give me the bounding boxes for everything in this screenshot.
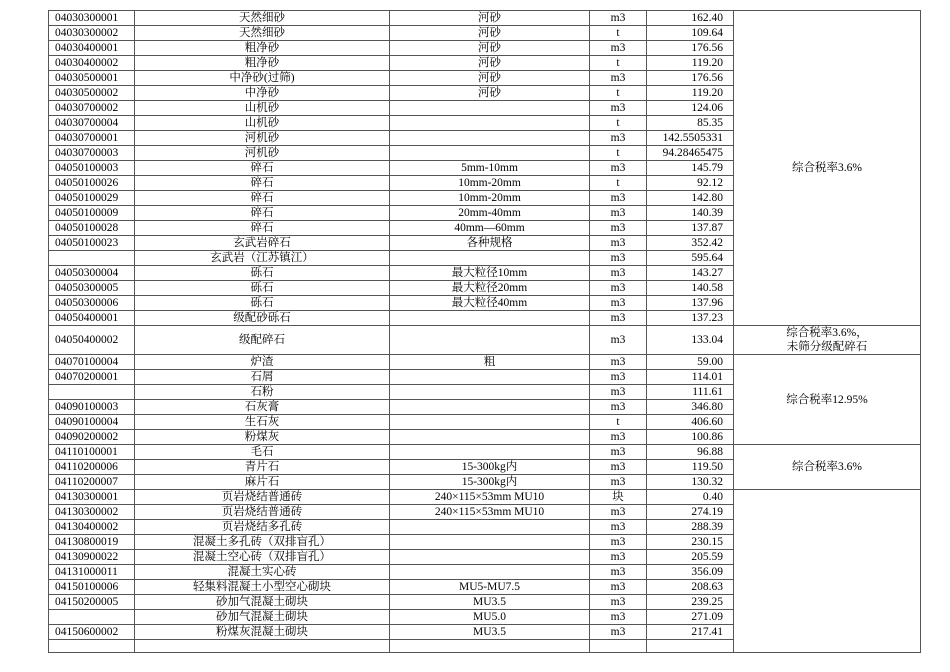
- table-body: [49, 11, 921, 653]
- cell-price: 239.25: [647, 595, 734, 610]
- cell-name: 级配碎石: [135, 326, 390, 355]
- cell-price: 137.23: [647, 311, 734, 326]
- cell-spec: 各种规格: [390, 236, 590, 251]
- cell-spec: MU3.5: [390, 625, 590, 640]
- cell-unit: m3: [590, 326, 647, 355]
- cell-name: 河机砂: [135, 131, 390, 146]
- cell-name: 碎石: [135, 221, 390, 236]
- cell-name: 砂加气混凝土砌块: [135, 595, 390, 610]
- cell-unit: m3: [590, 161, 647, 176]
- cell-price: 142.80: [647, 191, 734, 206]
- cell-code: 04110200006: [49, 460, 135, 475]
- cell-name: 麻片石: [135, 475, 390, 490]
- cell-spec: [390, 251, 590, 266]
- cell-name: 页岩烧结普通砖: [135, 505, 390, 520]
- cell-unit: m3: [590, 535, 647, 550]
- cell-unit: m3: [590, 236, 647, 251]
- cell-spec: 240×115×53mm MU10: [390, 505, 590, 520]
- cell-name: 砾石: [135, 281, 390, 296]
- cell-spec: 最大粒径20mm: [390, 281, 590, 296]
- cell-name: 天然细砂: [135, 11, 390, 26]
- table-row: [49, 11, 921, 26]
- cell-spec: [390, 565, 590, 580]
- cell-spec: [390, 146, 590, 161]
- cell-name: 河机砂: [135, 146, 390, 161]
- cell-code: 04050100026: [49, 176, 135, 191]
- cell-unit: m3: [590, 311, 647, 326]
- cell-name: 玄武岩（江苏镇江）: [135, 251, 390, 266]
- cell-unit: m3: [590, 71, 647, 86]
- cell-price: 346.80: [647, 400, 734, 415]
- cell-code: 04130400002: [49, 520, 135, 535]
- cell-price: 100.86: [647, 430, 734, 445]
- cell-price: 208.63: [647, 580, 734, 595]
- cell-name: 粗净砂: [135, 56, 390, 71]
- cell-code: 04050300006: [49, 296, 135, 311]
- cell-spec: [390, 520, 590, 535]
- cell-price: 271.09: [647, 610, 734, 625]
- cell-price: 145.79: [647, 161, 734, 176]
- cell-name: 粉煤灰混凝土砌块: [135, 625, 390, 640]
- cell-code: [49, 385, 135, 400]
- cell-code: 04050100009: [49, 206, 135, 221]
- cell-price: 111.61: [647, 385, 734, 400]
- cell-spec: MU5-MU7.5: [390, 580, 590, 595]
- cell-name: 碎石: [135, 161, 390, 176]
- cell-code: 04030700003: [49, 146, 135, 161]
- cell-name: 中净砂(过筛): [135, 71, 390, 86]
- tax-note: [734, 326, 921, 355]
- table-row: [49, 490, 921, 505]
- cell-name: 页岩烧结普通砖: [135, 490, 390, 505]
- cell-name: 混凝土多孔砖（双排盲孔）: [135, 535, 390, 550]
- cell-spec: [390, 311, 590, 326]
- cell-code: 04070200001: [49, 370, 135, 385]
- cell-price: 288.39: [647, 520, 734, 535]
- table-row: [49, 355, 921, 370]
- cell-unit: m3: [590, 131, 647, 146]
- cell-spec: 20mm-40mm: [390, 206, 590, 221]
- cell-name: 轻集料混凝土小型空心砌块: [135, 580, 390, 595]
- cell-name: 砾石: [135, 266, 390, 281]
- cell-unit: m3: [590, 11, 647, 26]
- cell-spec: [390, 101, 590, 116]
- cell-name: 炉渣: [135, 355, 390, 370]
- cell-spec: 15-300kg内: [390, 475, 590, 490]
- cell-spec: 10mm-20mm: [390, 191, 590, 206]
- cell-spec: 河砂: [390, 56, 590, 71]
- cell-code: [49, 610, 135, 625]
- cell-name: 山机砂: [135, 116, 390, 131]
- cell-unit: t: [590, 176, 647, 191]
- cell-name: 石粉: [135, 385, 390, 400]
- cell-price: 85.35: [647, 116, 734, 131]
- cell-code: 04150200005: [49, 595, 135, 610]
- cell-unit: m3: [590, 625, 647, 640]
- cell-name: 碎石: [135, 191, 390, 206]
- cell-price: [647, 640, 734, 653]
- cell-name: 级配砂砾石: [135, 311, 390, 326]
- cell-unit: m3: [590, 266, 647, 281]
- cell-spec: 最大粒径40mm: [390, 296, 590, 311]
- cell-price: 162.40: [647, 11, 734, 26]
- cell-unit: m3: [590, 475, 647, 490]
- cell-price: 176.56: [647, 71, 734, 86]
- cell-code: 04030300002: [49, 26, 135, 41]
- cell-price: 230.15: [647, 535, 734, 550]
- cell-code: 04050300005: [49, 281, 135, 296]
- cell-spec: 5mm-10mm: [390, 161, 590, 176]
- cell-spec: [390, 400, 590, 415]
- cell-spec: [390, 550, 590, 565]
- price-table-sheet: [48, 10, 920, 653]
- cell-price: 96.88: [647, 445, 734, 460]
- cell-name: 中净砂: [135, 86, 390, 101]
- cell-spec: [390, 445, 590, 460]
- cell-code: 04070100004: [49, 355, 135, 370]
- cell-name: 石屑: [135, 370, 390, 385]
- cell-unit: m3: [590, 41, 647, 56]
- table-row: [49, 326, 921, 355]
- tax-note-line: 综合税率3.6%: [792, 162, 862, 174]
- cell-price: 406.60: [647, 415, 734, 430]
- cell-code: 04131000011: [49, 565, 135, 580]
- cell-unit: 块: [590, 490, 647, 505]
- cell-price: 595.64: [647, 251, 734, 266]
- cell-spec: 河砂: [390, 86, 590, 101]
- cell-name: 玄武岩碎石: [135, 236, 390, 251]
- cell-price: 130.32: [647, 475, 734, 490]
- cell-unit: m3: [590, 191, 647, 206]
- cell-unit: t: [590, 116, 647, 131]
- cell-unit: m3: [590, 445, 647, 460]
- cell-price: 124.06: [647, 101, 734, 116]
- cell-code: 04090200002: [49, 430, 135, 445]
- tax-note-line: 综合税率3.6%，: [786, 327, 868, 339]
- cell-code: 04030400002: [49, 56, 135, 71]
- cell-unit: m3: [590, 580, 647, 595]
- cell-unit: [590, 640, 647, 653]
- tax-note-line: 综合税率3.6%: [792, 461, 862, 473]
- cell-name: 山机砂: [135, 101, 390, 116]
- cell-price: 140.39: [647, 206, 734, 221]
- cell-name: [135, 640, 390, 653]
- cell-price: 137.96: [647, 296, 734, 311]
- cell-name: 混凝土实心砖: [135, 565, 390, 580]
- cell-spec: 40mm—60mm: [390, 221, 590, 236]
- cell-name: 毛石: [135, 445, 390, 460]
- cell-code: 04050400001: [49, 311, 135, 326]
- cell-price: 143.27: [647, 266, 734, 281]
- cell-spec: 河砂: [390, 41, 590, 56]
- cell-price: 176.56: [647, 41, 734, 56]
- cell-unit: m3: [590, 355, 647, 370]
- cell-code: 04030400001: [49, 41, 135, 56]
- tax-note-line: 未筛分级配碎石: [786, 341, 868, 353]
- cell-code: 04110200007: [49, 475, 135, 490]
- cell-unit: m3: [590, 610, 647, 625]
- cell-spec: [390, 385, 590, 400]
- cell-spec: [390, 640, 590, 653]
- cell-code: 04030500002: [49, 86, 135, 101]
- cell-unit: m3: [590, 565, 647, 580]
- cell-name: 石灰膏: [135, 400, 390, 415]
- cell-name: 青片石: [135, 460, 390, 475]
- cell-code: 04130900022: [49, 550, 135, 565]
- cell-price: 142.5505331: [647, 131, 734, 146]
- cell-name: 碎石: [135, 176, 390, 191]
- cell-code: 04150100006: [49, 580, 135, 595]
- cell-unit: m3: [590, 385, 647, 400]
- cell-spec: [390, 415, 590, 430]
- cell-spec: 河砂: [390, 71, 590, 86]
- cell-code: 04030500001: [49, 71, 135, 86]
- cell-unit: m3: [590, 251, 647, 266]
- cell-price: 119.20: [647, 56, 734, 71]
- cell-price: 352.42: [647, 236, 734, 251]
- cell-code: 04090100003: [49, 400, 135, 415]
- cell-spec: 河砂: [390, 26, 590, 41]
- cell-code: 04110100001: [49, 445, 135, 460]
- tax-note-line: 综合税率12.95%: [786, 393, 868, 406]
- cell-code: 04130800019: [49, 535, 135, 550]
- cell-code: 04050100028: [49, 221, 135, 236]
- cell-spec: [390, 430, 590, 445]
- cell-unit: m3: [590, 430, 647, 445]
- cell-code: 04050300004: [49, 266, 135, 281]
- cell-name: 砾石: [135, 296, 390, 311]
- cell-spec: [390, 131, 590, 146]
- cell-name: 生石灰: [135, 415, 390, 430]
- cell-unit: m3: [590, 550, 647, 565]
- tax-note: [734, 490, 921, 653]
- cell-code: 04030300001: [49, 11, 135, 26]
- cell-unit: t: [590, 26, 647, 41]
- cell-price: 274.19: [647, 505, 734, 520]
- cell-unit: m3: [590, 281, 647, 296]
- cell-spec: MU5.0: [390, 610, 590, 625]
- cell-price: 109.64: [647, 26, 734, 41]
- cell-price: 119.20: [647, 86, 734, 101]
- cell-code: 04050100003: [49, 161, 135, 176]
- cell-code: 04050100029: [49, 191, 135, 206]
- cell-unit: m3: [590, 296, 647, 311]
- cell-name: 碎石: [135, 206, 390, 221]
- cell-unit: t: [590, 86, 647, 101]
- cell-name: 砂加气混凝土砌块: [135, 610, 390, 625]
- cell-unit: m3: [590, 221, 647, 236]
- cell-price: 133.04: [647, 326, 734, 355]
- cell-name: 混凝土空心砖（双排盲孔）: [135, 550, 390, 565]
- cell-unit: m3: [590, 460, 647, 475]
- cell-unit: m3: [590, 101, 647, 116]
- cell-spec: [390, 535, 590, 550]
- cell-code: [49, 251, 135, 266]
- cell-name: 粉煤灰: [135, 430, 390, 445]
- cell-unit: m3: [590, 370, 647, 385]
- cell-code: 04030700004: [49, 116, 135, 131]
- material-price-table: [48, 10, 921, 653]
- cell-price: 356.09: [647, 565, 734, 580]
- cell-price: 59.00: [647, 355, 734, 370]
- cell-code: 04150600002: [49, 625, 135, 640]
- cell-price: 119.50: [647, 460, 734, 475]
- tax-note: [734, 11, 921, 326]
- cell-unit: m3: [590, 505, 647, 520]
- cell-unit: m3: [590, 400, 647, 415]
- cell-code: 04090100004: [49, 415, 135, 430]
- cell-code: 04050400002: [49, 326, 135, 355]
- cell-unit: m3: [590, 595, 647, 610]
- cell-code: 04050100023: [49, 236, 135, 251]
- cell-spec: 最大粒径10mm: [390, 266, 590, 281]
- cell-spec: 河砂: [390, 11, 590, 26]
- tax-note: [734, 355, 921, 445]
- cell-price: 92.12: [647, 176, 734, 191]
- cell-spec: [390, 326, 590, 355]
- cell-name: 粗净砂: [135, 41, 390, 56]
- tax-note: [734, 445, 921, 490]
- cell-unit: m3: [590, 206, 647, 221]
- table-row: [49, 445, 921, 460]
- cell-price: 0.40: [647, 490, 734, 505]
- cell-name: 天然细砂: [135, 26, 390, 41]
- cell-code: [49, 640, 135, 653]
- cell-name: 页岩烧结多孔砖: [135, 520, 390, 535]
- cell-unit: m3: [590, 520, 647, 535]
- cell-price: 137.87: [647, 221, 734, 236]
- cell-price: 114.01: [647, 370, 734, 385]
- cell-code: 04130300002: [49, 505, 135, 520]
- cell-spec: 粗: [390, 355, 590, 370]
- cell-price: 205.59: [647, 550, 734, 565]
- cell-price: 94.28465475: [647, 146, 734, 161]
- cell-unit: t: [590, 56, 647, 71]
- cell-code: 04130300001: [49, 490, 135, 505]
- cell-spec: [390, 116, 590, 131]
- cell-unit: t: [590, 415, 647, 430]
- cell-code: 04030700002: [49, 101, 135, 116]
- cell-spec: [390, 370, 590, 385]
- cell-price: 140.58: [647, 281, 734, 296]
- cell-spec: MU3.5: [390, 595, 590, 610]
- cell-spec: 10mm-20mm: [390, 176, 590, 191]
- cell-unit: t: [590, 146, 647, 161]
- cell-price: 217.41: [647, 625, 734, 640]
- cell-spec: 15-300kg内: [390, 460, 590, 475]
- cell-spec: 240×115×53mm MU10: [390, 490, 590, 505]
- cell-code: 04030700001: [49, 131, 135, 146]
